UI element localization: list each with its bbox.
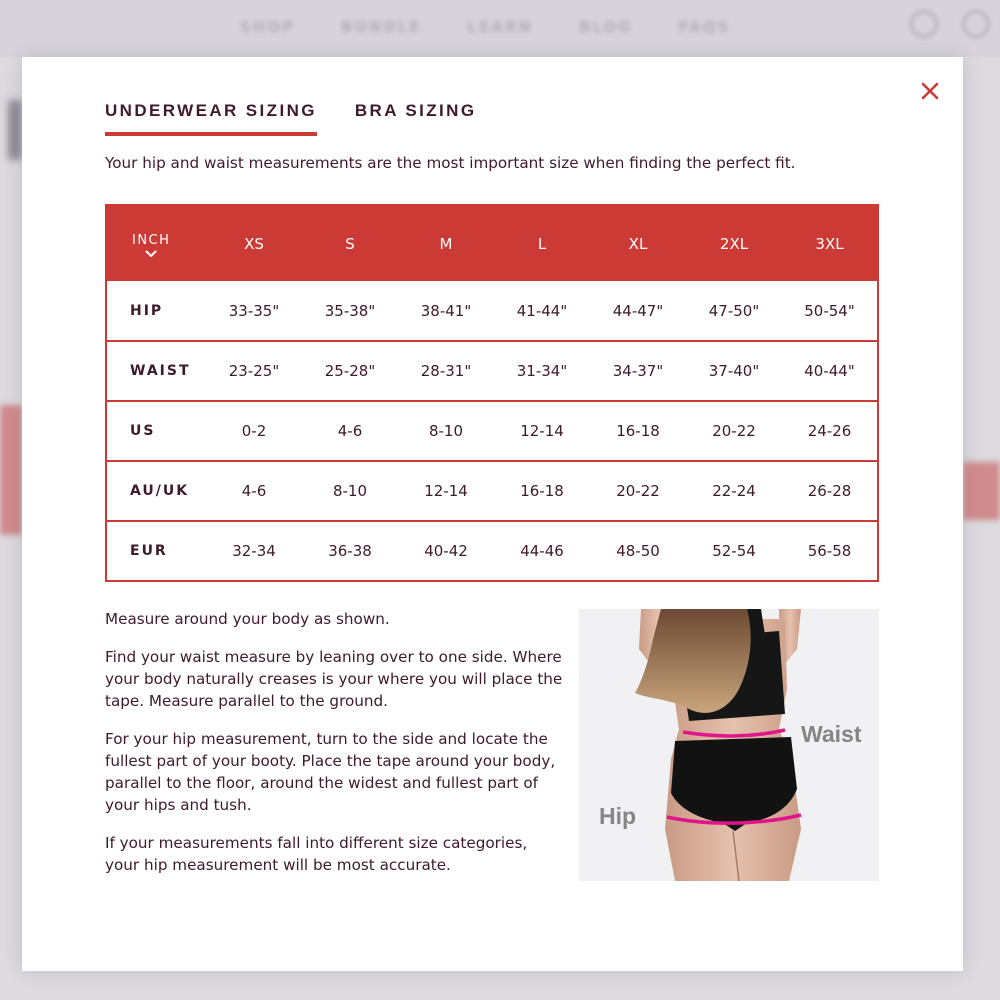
tab-bra-sizing[interactable]: BRA SIZING [354,101,477,120]
table-cell: 47-50" [708,301,760,320]
table-cell: 50-54" [804,301,855,320]
background-button-right [963,462,1000,520]
unit-label[interactable]: INCH [132,232,171,248]
table-cell: 38-41" [420,301,472,320]
size-guide-modal [22,57,963,971]
table-cell: 4-6 [302,401,398,461]
table-cell: 16-18 [494,461,590,521]
close-button[interactable] [917,78,943,104]
background-nav-item: BUNDLE [341,18,422,36]
table-cell: 40-44" [782,341,878,401]
table-cell: 25-28" [302,341,398,401]
table-cell: 52-54 [686,521,782,581]
table-cell: 8-10 [398,401,494,461]
row-label: US [106,401,206,461]
instruction-paragraph: Find your waist measure by leaning over to one side. Where your body naturally creases is your where you will place the tape. Measure parallel to the ground. [105,648,563,710]
table-cell: 20-22 [686,401,782,461]
table-cell: 16-18 [590,401,686,461]
table-cell: 48-50 [590,521,686,581]
table-row-eur [106,521,878,581]
size-header: 3XL [815,234,844,253]
intro-text: Your hip and waist measurements are the most important size when finding the perfect fit. [105,154,796,172]
background-nav-item: FAQS [678,18,731,36]
background-nav-item: BLOG [579,18,633,36]
background-search-icon [910,10,938,38]
table-cell: 35-38" [324,301,376,320]
table-cell: 36-38 [302,521,398,581]
table-cell: 24-26 [782,401,878,461]
row-label: WAIST [106,341,206,401]
instruction-paragraph: Measure around your body as shown. [105,610,390,628]
background-logo-fragment [8,100,22,160]
size-header: L [537,234,547,253]
table-header-row [106,205,878,281]
tab-underwear-sizing[interactable]: UNDERWEAR SIZING [105,101,317,136]
measurement-instructions [105,608,565,892]
table-cell: 23-25" [206,341,302,401]
background-banner-left [0,405,22,535]
table-cell: 44-46 [494,521,590,581]
table-cell: 4-6 [206,461,302,521]
unit-selector[interactable] [106,205,206,281]
table-cell: 41-44" [516,301,568,320]
table-cell: 20-22 [590,461,686,521]
table-cell: 40-42 [398,521,494,581]
row-label: AU/UK [106,461,206,521]
close-icon[interactable] [921,82,939,100]
background-nav-item: SHOP [240,18,296,36]
row-label: HIP [130,302,164,319]
table-cell: 8-10 [302,461,398,521]
row-label: EUR [106,521,206,581]
hip-label: Hip [599,803,637,829]
table-cell: 12-14 [494,401,590,461]
table-row-hip [106,281,878,341]
table-cell: 37-40" [686,341,782,401]
table-cell: 33-35" [228,301,280,320]
table-cell: 32-34 [206,521,302,581]
instruction-paragraph: For your hip measurement, turn to the side and locate the fullest part of your booty. Place the tape around your body, parallel to the floor, around the widest and fullest part of your hips and tush. [105,730,556,814]
table-row-au-uk [106,461,878,521]
table-cell: 12-14 [398,461,494,521]
waist-label: Waist [801,721,862,747]
background-nav-item: LEARN [467,18,534,36]
table-cell: 34-37" [590,341,686,401]
background-nav [240,18,730,36]
chevron-down-icon[interactable] [145,250,157,258]
table-cell: 28-31" [398,341,494,401]
table-cell: 56-58 [782,521,878,581]
size-header: S [345,234,355,253]
table-cell: 0-2 [206,401,302,461]
measurement-illustration [579,609,879,881]
table-row-us [106,401,878,461]
table-cell: 44-47" [612,301,664,320]
size-chart-table [105,204,879,582]
size-header: XS [244,234,264,253]
table-cell: 22-24 [686,461,782,521]
size-header: XL [628,234,648,253]
table-cell: 26-28 [782,461,878,521]
size-header: M [439,234,453,253]
table-cell: 31-34" [494,341,590,401]
size-header: 2XL [719,234,749,253]
sizing-tabs [105,101,476,136]
instruction-paragraph: If your measurements fall into different size categories, your hip measurement will be most accurate. [105,834,528,874]
table-row-waist [106,341,878,401]
background-account-icon [962,10,990,38]
